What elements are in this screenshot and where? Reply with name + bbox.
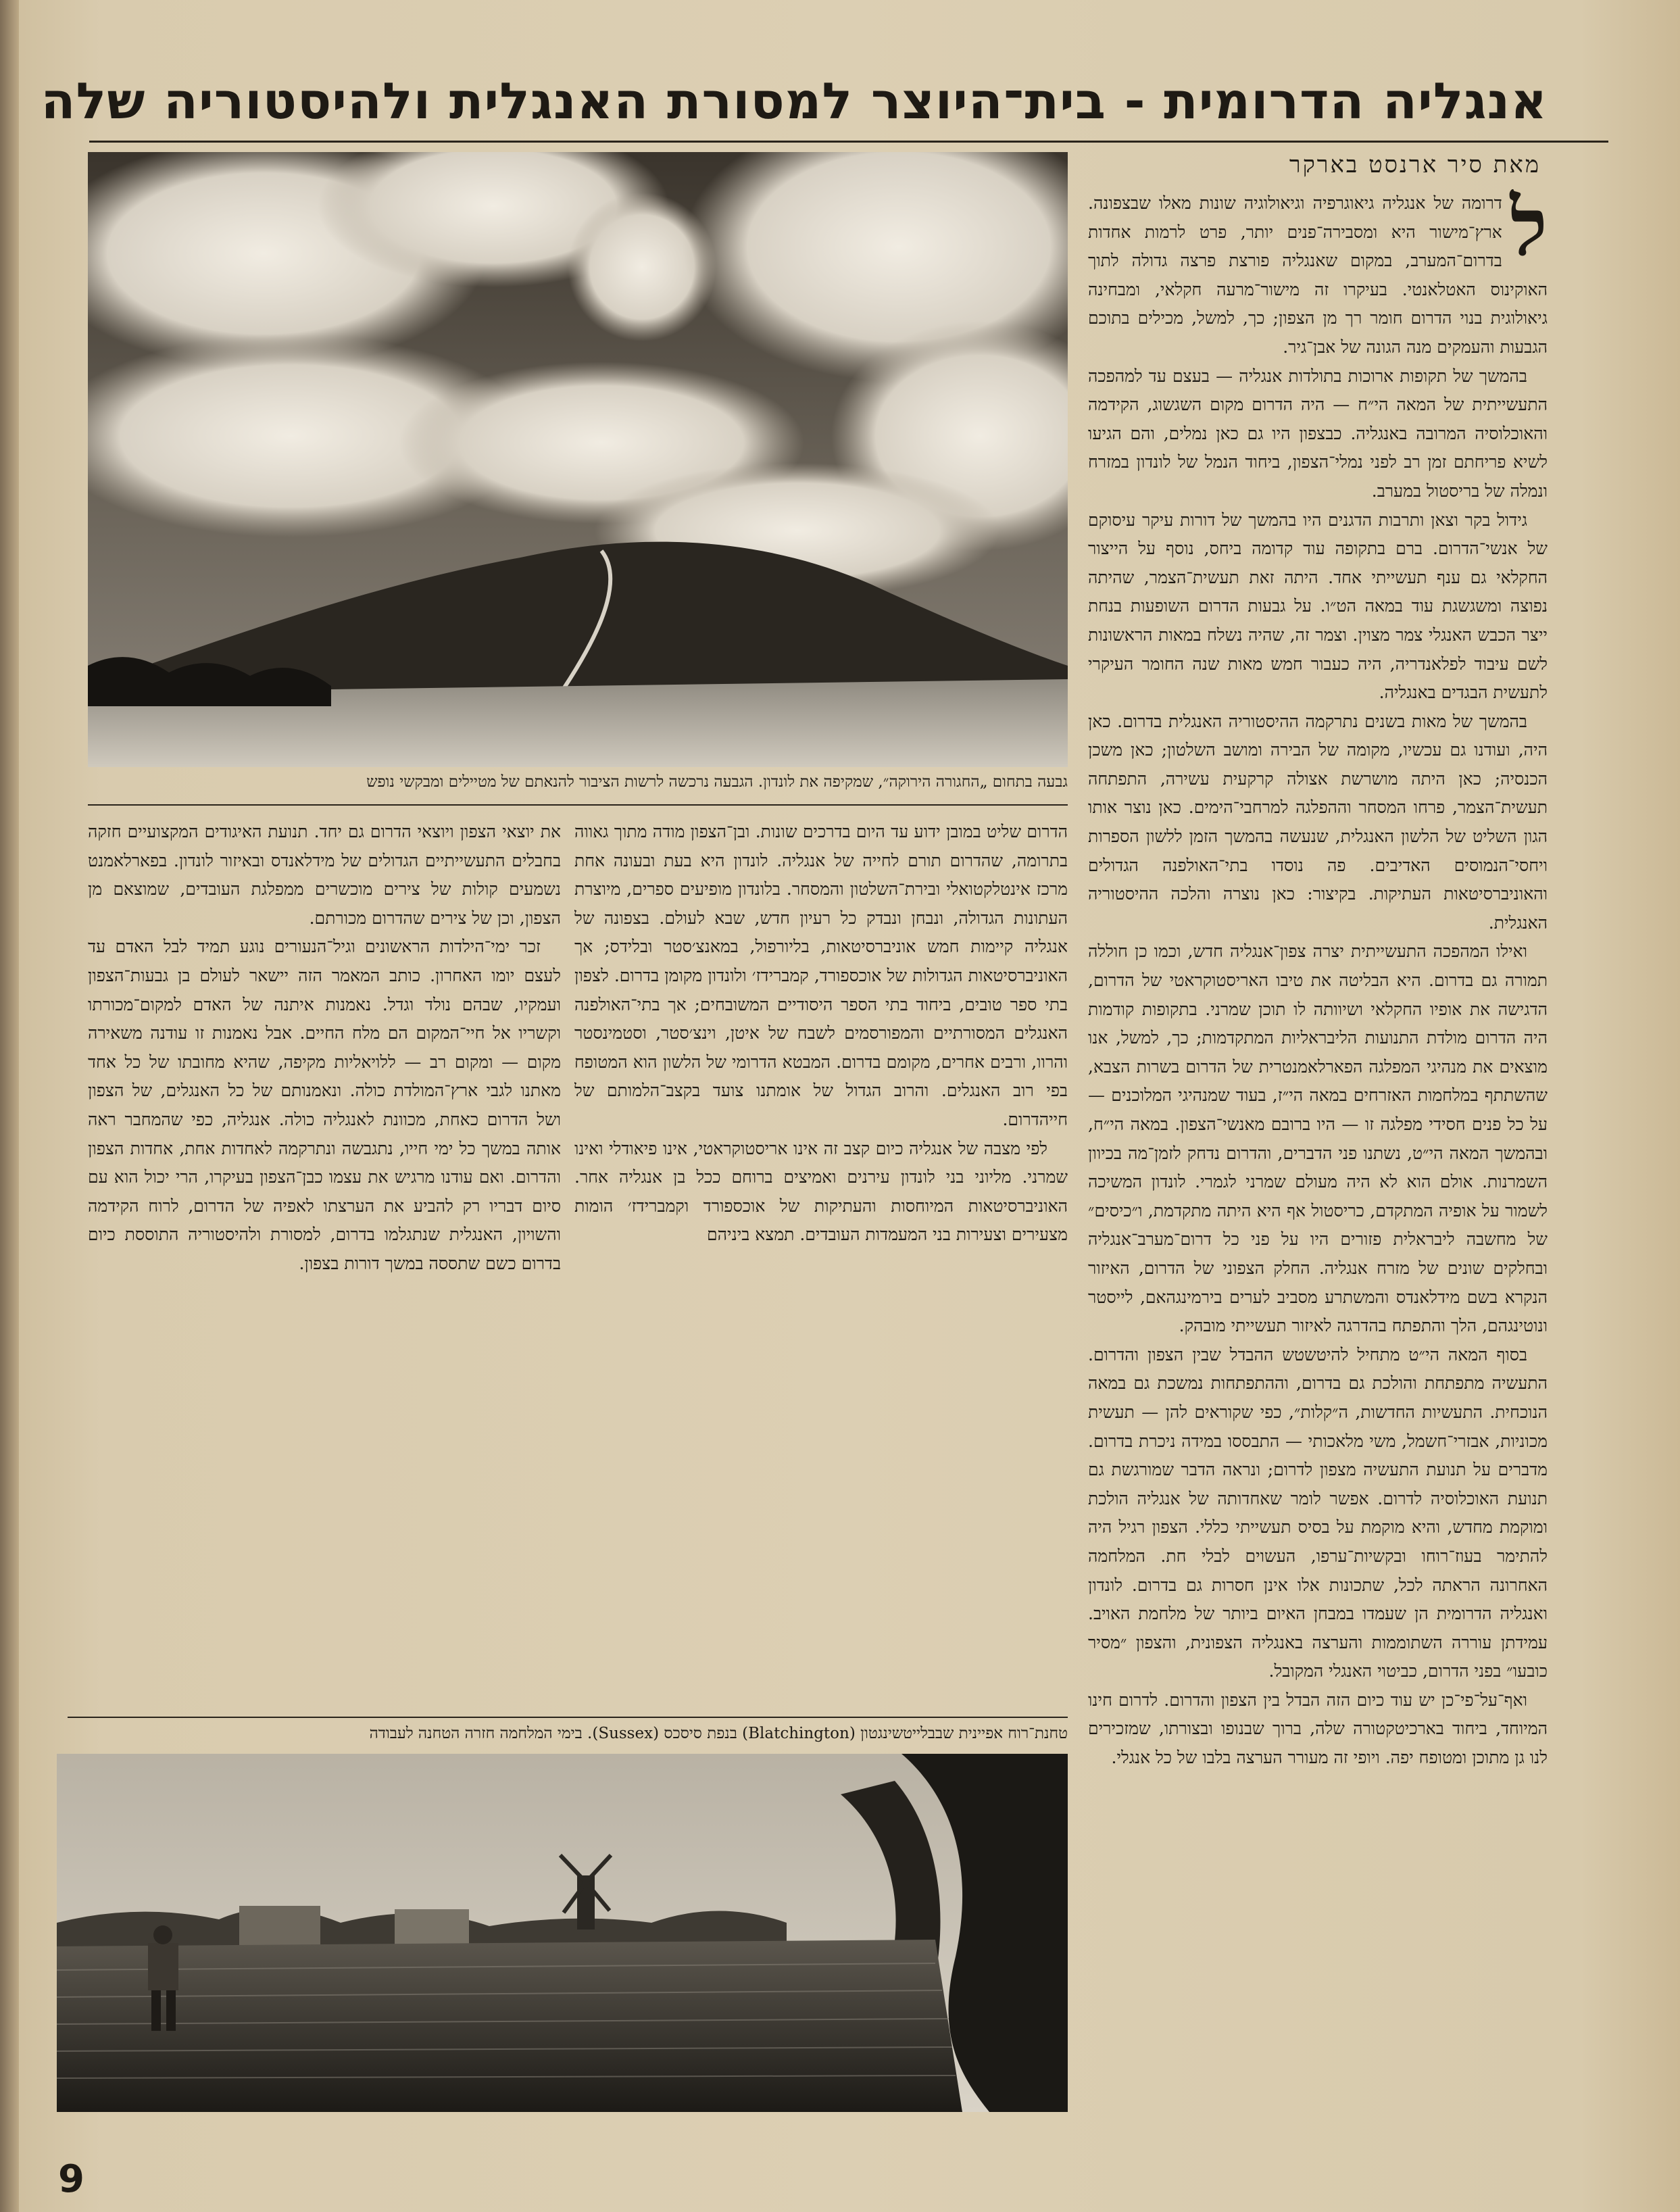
photo-caption-bottom: טחנת־רוח אפיינית שבבלייטשינגטון (Blatchington) בנפת סיסכס (Sussex). בימי המלחמה חזרה הטחנה לעבודה	[369, 1725, 1068, 1742]
page-spine-shadow	[0, 0, 19, 2212]
paragraph: בהמשך של תקופות ארוכות בתולדות אנגליה — בעצם עד למהפכה התעשייתית של המאה הי״ח — היה הדרום מקום השגשוג, הקידמה והאוכלוסיה המרובה באנגליה. כבצפון היו גם כאן נמלים, והם הגיעו לשיא פריחתם זמן רב לפני נמלי־הצפון, ביחוד הנמל של לונדון במזרח ונמלה של בריסטול במערב.	[1088, 366, 1548, 501]
paragraph: את יוצאי הצפון ויוצאי הדרום גם יחד. תנועת האיגודים המקצועיים חזקה בחבלים התעשייתיים הגדולים של מידלאנדס ובאיזור לונדון. בפארלאמנט נשמעים קולות של צירים מוכשרים ממפלגת העובדים, שמוצאם מן הצפון, וכן של צירים שהדרום מכורתם.	[88, 822, 561, 928]
photo-green-belt-hill	[88, 152, 1068, 767]
article-byline: מאת סיר ארנסט בארקר	[1289, 151, 1541, 178]
paragraph: לפי מצבה של אנגליה כיום קצב זה אינו אריסטוקראטי, אינו פיאודלי ואינו שמרני. מליוני בני לונדון עירנים ואמיצים ברוחם ככל בן אנגליה אחר. האוניברסיטאות המיוחסות והעתיקות של אוכספורד וקמברידז׳ הומות מצעירים וצעירות בני המעמדות העובדים. תמצא ביניהם	[574, 1138, 1068, 1245]
text-column-middle	[574, 818, 1068, 1703]
caption-rule-bottom	[68, 1717, 1068, 1718]
paragraph: בסוף המאה הי״ט מתחיל להיטשטש ההבדל שבין הצפון והדרום. התעשיה מתפתחת והולכת גם בדרום, וההתפתחות נמשכת גם במאה הנוכחית. התעשיות החדשות, ה״קלות״, כפי שקוראים להן — תעשית מכוניות, אבזרי־חשמל, משי מלאכותי — התבססו במידה ניכרת בדרום. מדברים על תנועת התעשיה מצפון לדרום; ונראה הדבר שמורגשת גם תנועת האוכלוסיה לדרום. אפשר לומר שאחדותה של אנגליה הולכת ומוקמת מחדש, והיא מוקמת על בסיס תעשייתי כללי. הצפון רגיל היה להתימר בעוז־רוחו ובקשיות־ערפו, העשוים לבלי חת. המלחמה האחרונה הראתה לכל, שתכונות אלו אינן חסרות גם בדרום. לונדון ואנגליה הדרומית הן שעמדו במבחן האיום ביותר של מלחמת האויב. עמידתן עוררה השתוממות והערצה באנגליה הצפונית, והצפון ״מסיר כובעו״ בפני הדרום, כביטוי האנגלי המקובל.	[1088, 1344, 1548, 1681]
paragraph: ל דרומה של אנגליה גיאוגרפיה וגיאולוגיה שונות מאלו שבצפונה. ארץ־מישור היא ומסבירה־פנים יותר, פרט לרמות אחדות בדרום־המערב, במקום שאנגליה פורצת פרצה גדולה לתוך האוקינוס האטלאנטי. בעיקרו זה מישור־מרעה חקלאי, ומבחינה גיאולוגית בנוי הדרום חומר רך מן הצפון; כך, למשל, מכילים בתוכם הגבעות והעמקים מנה הגונה של אבן־גיר.	[1088, 189, 1548, 357]
drop-cap: ל	[1510, 189, 1548, 274]
paragraph: הדרום שליט במובן ידוע עד היום בדרכים שונות. ובן־הצפון מודה מתוך גאווה בתרומה, שהדרום תורם לחייה של אנגליה. לונדון היא בעת ובעונה אחת מרכז אינטלקטואלי ובירת־השלטון והמסחר. בלונדון מופיעים ספרים, מיוצרת העתונות הגדולה, ונבחן ונבדק כל רעיון חדש, שבא לעולם. בצפונה של אנגליה קיימות חמש אוניברסיטאות, בליורפול, במאנצ׳סטר ובלידס; אך האוניברסיטאות הגדולות של אוכספורד, קמברידז׳ ולונדון מקומן בדרום. לצפון בתי ספר טובים, ביחוד בתי הספר היסודיים המשובחים; אך בתי־האולפנה האנגלים המסורתיים והמפורסמים לשבח של איטן, וינצ׳סטר, וסטמינסטר והרוו, ורבים אחרים, מקומם בדרום. המבטא הדרומי של הלשון הוא המטופח בפי רוב האנגלים. והרוב הגדול של אומתנו צועד בקצב־הלמותם של חייהדרום.	[574, 822, 1068, 1129]
photo-windmill-field	[57, 1754, 1068, 2112]
paragraph: גידול בקר וצאן ותרבות הדגנים היו בהמשך של דורות עיקר עיסוקם של אנשי־הדרום. ברם בתקופה עוד קדומה ביחס, נוסף על הייצור החקלאי גם ענף תעשייתי אחד. היתה זאת תעשית־הצמר, שהיתה נפוצה ומשגשגת עוד במאה הט״ו. על גבעות הדרום השופעות בנחת ייצר הכבש האנגלי צמר מצוין. וצמר זה, שהיה נשלח במאות הראשונות לשם עיבוד לפלאנדריה, היה כעבור חמש מאות שנה החומר העיקרי לתעשית הבגדים באנגליה.	[1088, 510, 1548, 703]
paragraph: בהמשך של מאות בשנים נתרקמה ההיסטוריה האנגלית בדרום. כאן היה, ועודנו גם עכשיו, מקומה של הבירה ומושב השלטון; כאן משכן הכנסיה; כאן היתה מושרשת אצולה קרקעית עשירה, התפתחה תעשית־הצמר, פרחו המסחר וההפלגה למרחבי־הימים. כאן נוצר אותו הגון השליט של הלשון האנגלית, שנעשה בהמשך הזמן ללשון הספרות ויחסי־הנמוסים האדיבים. פה נוסדו בתי־האולפנה הגדולים והאוניברסיטאות העתיקות. בקיצור: כאן נוצרה והלכה ההיסטוריה האנגלית.	[1088, 711, 1548, 933]
paragraph: ואילו המהפכה התעשייתית יצרה צפון־אנגליה חדש, וכמו כן חוללה תמורה גם בדרום. היא הבליטה את טיבו האריסטוקראטי של הדרום, הדגישה את אופיו החקלאי ושיוותה לו תוכן שמרני. בתקופות קודמות היה הדרום מולדת התנועות הליבראליות המתקדמות; כך, למשל, אנו מוצאים את מנהיגי המפלגה הפארלאמנטרית של הדרום בשרות הצבא, שהשתתף במלחמות האזרחים במאה הי״ז, בעוד שמנהיגי המלוכנים — על כל פנים חסידי מפלגה זו — היו ברובם מאנשי־הצפון. במאה הי״ח, ובהמשך המאה הי״ט, נשתנו פני הדברים, והדרום נדחק לזמן־מה בכיוון השמרנות. אולם הוא לא היה מעולם שמרני לגמרי. לונדון המשיכה לשמור על אופיה המתקדם, כריסטול אף היא היתה מתקדמת, ו״כיסים״ של מחשבה ליבראלית פזורים היו על פני כל דרום־מערב־אנגליה ובחלקים שונים של מזרח אנגליה. החלק הצפוני של הדרום, האיזור הנקרא בשם מידלאנדס והמשתרע מסביב לערים בירמינגהאם, לייסטר ונוטינגהם, הלך והתפתח בהדרגה לאיזור תעשייתי מובהק.	[1088, 941, 1548, 1336]
headline-rule	[89, 141, 1608, 143]
photo-caption-top: גבעה בתחום „החגורה הירוקה״, שמקיפה את לונדון. הגבעה נרכשה לרשות הציבור להנאתם של מטיילים ומבקשי נופש	[366, 773, 1068, 791]
paragraph: ואף־על־פי־כן יש עוד כיום הזה הבדל בין הצפון והדרום. לדרום חינו המיוחד, ביחוד בארכיטקטורה שלה, ברוך שבנופו ובצורתו, שמזכירים לנו גן מתוכן ומטופח יפה. ויופי זה מעורר הערצה בלבו של כל אנגלי.	[1088, 1690, 1548, 1768]
article-headline: אנגליה הדרומית - בית־היוצר למסורת האנגלית ולהיסטוריה שלה	[41, 72, 1548, 130]
caption-rule-top	[88, 804, 1068, 806]
text-column-right	[1088, 189, 1548, 2000]
page-number: 9	[58, 2157, 84, 2201]
paragraph: זכר ימי־הילדות הראשונים וגיל־הנעורים נוגע תמיד לבל האדם עד לעצם יומו האחרון. כותב המאמר הזה יישאר לעולם בן גבעות־הצפון ועמקיו, שבהם נולד וגדל. נאמנות איתנה של האדם למקום־מכורתו וקשריו אל חיי־המקום הם מלח החיים. אבל נאמנות זו עודנה משאירה מקום — ומקום רב — ללויאליות מקיפה, שהיא מחובתו של כל אחד מאתנו לגבי ארץ־המולדת כולה. ונאמנותם של כל האנגלים, של הצפון ושל הדרום כאחת, מכוונת לאנגליה כולה. אנגליה, כפי שהמחבר ראה אותה במשך כל ימי חייו, נתגבשה ונתרקמה לאחדות אחת, אחדות הצפון והדרום. ואם עודנו מרגיש את עצמו כבן־הצפון בעיקרו, הרי יכול הוא עם סיום דבריו רק להביע את הערצתו לאפיה של הדרום, לרוח הקידמה והשויון, האנגלית שנתגלמו בדרום, למסורת ולהיסטוריה התוססת כיום בדרום כשם שתססה במשך דורות בצפון.	[88, 937, 561, 1273]
text-column-left	[88, 818, 561, 1703]
